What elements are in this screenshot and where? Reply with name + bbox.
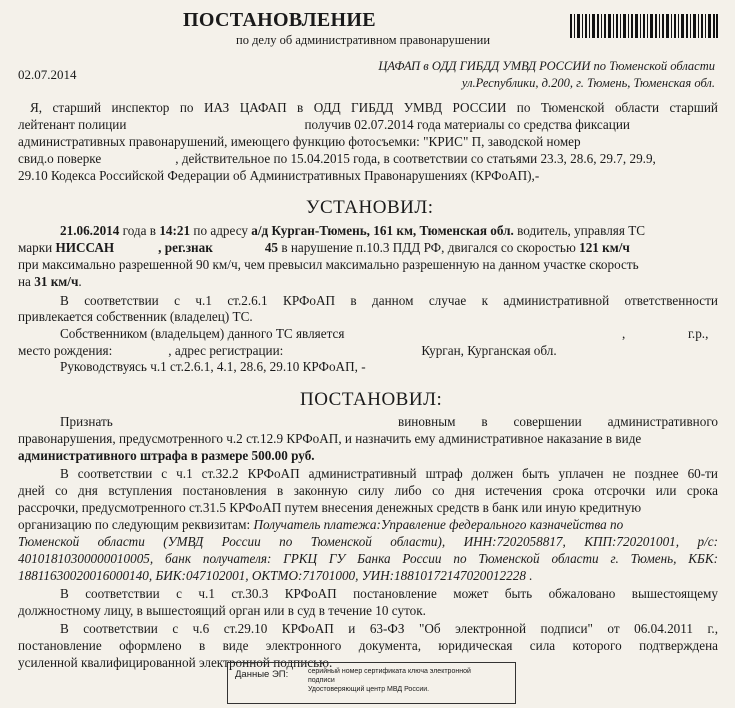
established-line-4: на 31 км/ч.: [18, 274, 82, 289]
vehicle-speed: 121 км/ч: [579, 240, 630, 255]
resolved-line-1b: виновным в совершении административного: [398, 414, 718, 429]
payment-details-line-3: 18811630020016000140, БИК:047102001, ОКТМО:71701000, УИН:18810172147020012228 .: [18, 568, 533, 583]
resolved-p4-line-3: усиленной квалифицированной электронной подписью.: [18, 655, 333, 670]
electronic-signature-stamp: [227, 662, 516, 704]
established-line-2: марки НИССАН , рег.знак 45 в нарушение п.10.3 ПДД РФ, двигался со скоростью 121 км/ч: [18, 240, 630, 255]
speed-excess: 31 км/ч: [34, 274, 79, 289]
resolved-line-2: правонарушения, предусмотренного ч.2 ст.12.9 КРФоАП, и назначить ему административное наказание в виде: [18, 431, 642, 446]
fine-amount: административного штрафа в размере 500.00 руб.: [18, 448, 315, 463]
resolved-p2-line-2: дней со дня вступления постановления в законную силу либо со дня истечения срока отсрочки или срока: [18, 483, 718, 498]
resolved-p4-line-1: В соответствии с ч.6 ст.29.10 КРФоАП и 63-ФЗ "Об электронной подписи" от 06.04.2011 г.,: [60, 621, 718, 636]
stamp-label: Данные ЭП:: [235, 669, 289, 680]
stamp-details: серийный номер сертификата ключа электронной подписи Удостоверяющий центр МВД России.: [308, 668, 471, 693]
intro-line-5: 29.10 Кодекса Российской Федерации об Административных Правонарушениях (КРФоАП),-: [18, 168, 540, 183]
payment-details-line-2: 40101810300000010005, банк получателя: ГРКЦ ГУ Банка России по Тюменской области г. Тюмень, КБК:: [18, 551, 718, 566]
established-line-1: 21.06.2014 года в 14:21 по адресу а/д Курган-Тюмень, 161 км, Тюменская обл. водитель, управляя ТС: [60, 223, 646, 238]
intro-line-4: свид.о поверке , действительное по 15.04.2015 года, в соответствии со статьями 23.3, 28.6, 29.7, 29.9,: [18, 151, 656, 166]
intro-line-3: административных правонарушений, имеющего функцию фотосъемки: "КРИС" П, заводской номер: [18, 134, 581, 149]
resolved-p2-line-4: организацию по следующим реквизитам: Получатель платежа:Управление федерального казначейства по: [18, 517, 624, 532]
established-line-3: при максимально разрешенной 90 км/ч, чем превысил максимально разрешенную на данном участке скорость: [18, 257, 639, 272]
document-date: 02.07.2014: [18, 67, 77, 82]
established-p3-line-2: место рождения: , адрес регистрации: Курган, Курганская обл.: [18, 343, 557, 358]
heading-established: УСТАНОВИЛ:: [306, 197, 434, 218]
barcode-icon: [570, 14, 718, 38]
vehicle-plate-region: 45: [264, 240, 279, 255]
owner-comma: ,: [622, 326, 626, 341]
org-address: ул.Республики, д.200, г. Тюмень, Тюменская обл.: [461, 76, 715, 90]
intro-line-2: лейтенант полиции получив 02.07.2014 года материалы со средства фиксации: [18, 117, 630, 132]
payee: Получатель платежа:Управление федерального казначейства по: [253, 517, 624, 532]
payment-details-line-1: Тюменской области (УМВД России по Тюменской области), ИНН:7202058817, КПП:720201001, р/с:: [18, 534, 718, 549]
owner-birth-year-label: г.р.,: [688, 326, 709, 341]
intro-line-1: Я, старший инспектор по ИАЗ ЦАФАП в ОДД ГИБДД УМВД РОССИИ по Тюменской области старший: [30, 100, 718, 115]
resolved-p3-line-2: должностному лицу, в вышестоящий орган или в суд в течение 10 суток.: [18, 603, 426, 618]
established-p2-line-1: В соответствии с ч.1 ст.2.6.1 КРФоАП в данном случае к административной ответственности: [60, 293, 718, 308]
established-p3-line-1: Собственником (владельцем) данного ТС является: [60, 326, 345, 341]
document-subtitle: по делу об административном правонарушении: [236, 33, 491, 47]
vehicle-make: НИССАН: [55, 240, 115, 255]
resolved-line-1a: Признать: [60, 414, 113, 429]
established-p2-line-2: привлекается собственник (владелец) ТС.: [18, 309, 253, 324]
org-name: ЦАФАП в ОДД ГИБДД УМВД РОССИИ по Тюменской области: [378, 59, 715, 73]
resolved-p4-line-2: постановление оформлено в виде электронного документа, юридическая сила которого подтверждена: [18, 638, 718, 653]
resolved-p3-line-1: В соответствии с ч.1 ст.30.3 КРФоАП постановление может быть обжаловано вышестоящему: [60, 586, 718, 601]
established-p4: Руководствуясь ч.1 ст.2.6.1, 4.1, 28.6, 29.10 КРФоАП, -: [60, 359, 366, 374]
issuing-organization: [340, 58, 715, 92]
heading-resolved: ПОСТАНОВИЛ:: [300, 389, 443, 410]
resolved-p2-line-3: рассрочки, предусмотренного ст.31.5 КРФоАП путем внесения денежных средств в банк или иную кредитную: [18, 500, 642, 515]
resolved-p2-line-1: В соответствии с ч.1 ст.32.2 КРФоАП административный штраф должен быть уплачен не позднее 60-ти: [60, 466, 718, 481]
document-title: ПОСТАНОВЛЕНИЕ: [183, 9, 376, 31]
